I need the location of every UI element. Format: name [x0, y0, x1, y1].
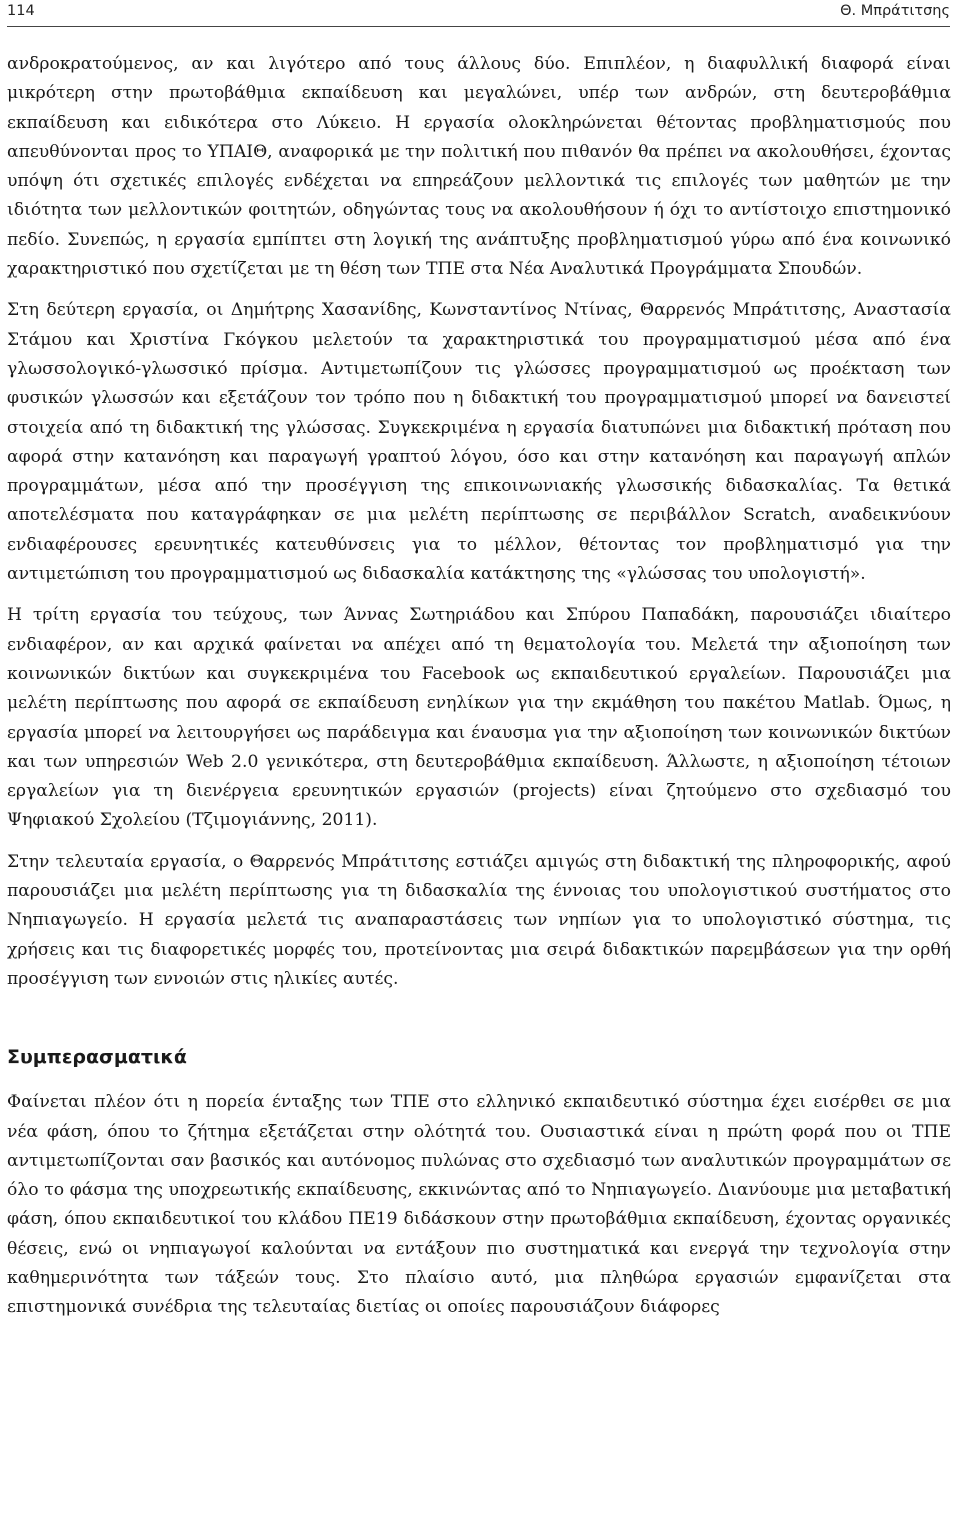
- document-body: [7, 50, 951, 1335]
- paragraph-4: Στην τελευταία εργασία, ο Θαρρενός Μπράτιτσης εστιάζει αμιγώς στη διδακτική της πληροφορικής, αφού παρουσιάζει μια μελέτη περίπτωσης για τη διδασκαλία της έννοιας του υπολογιστικού συστήματος στο Νηπιαγωγείο. Η εργασία μελετά τις αναπαραστάσεις των νηπίων για το υπολογιστικό σύστημα, τις χρήσεις και τις διαφορετικές μορφές του, προτείνοντας μια σειρά διδακτικών παρεμβάσεων για την ορθή προσέγγιση των εννοιών στις ηλικίες αυτές.: [7, 851, 951, 989]
- page-header: [7, 0, 950, 27]
- paragraph-3: Η τρίτη εργασία του τεύχους, των Άννας Σωτηριάδου και Σπύρου Παπαδάκη, παρουσιάζει ιδιαίτερο ενδιαφέρον, αν και αρχικά φαίνεται να απέχει από τη θεματολογία του. Μελετά την αξιοποίηση των κοινωνικών δικτύων και συγκεκριμένα του Facebook ως εκπαιδευτικού εργαλείων. Παρουσιάζει μια μελέτη περίπτωσης που αφορά σε εκπαίδευση ενηλίκων για την εκμάθηση του πακέτου Matlab. Όμως, η εργασία μπορεί να λειτουργήσει ως παράδειγμα και έναυσμα για την αξιοποίηση των κοινωνικών δικτύων και των υπηρεσιών Web 2.0 γενικότερα, στη δευτεροβάθμια εκπαίδευση. Άλλωστε, η αξιοποίηση τέτοιων εργαλείων για τη διενέργεια ερευνητικών εργασιών (projects) είναι ζητούμενο στο σχεδιασμό του Ψηφιακού Σχολείου (Τζιμογιάννης, 2011).: [7, 605, 951, 831]
- section-heading: Συμπερασματικά: [7, 1046, 187, 1069]
- running-head: Θ. Μπράτιτσης: [840, 3, 950, 19]
- section-paragraph: Φαίνεται πλέον ότι η πορεία ένταξης των ΤΠΕ στο ελληνικό εκπαιδευτικό σύστημα έχει εισέρθει σε μια νέα φάση, όπου το ζήτημα εξετάζεται στην ολότητά του. Ουσιαστικά είναι η πρώτη φορά που οι ΤΠΕ αντιμετωπίζονται σαν βασικός και αυτόνομος πυλώνας στο σχεδιασμό των αναλυτικών προγραμμάτων σε όλο το φάσμα της υποχρεωτικής εκπαίδευσης, εκκινώντας από το Νηπιαγωγείο. Διανύουμε μια μεταβατική φάση, όπου εκπαιδευτικοί του κλάδου ΠΕ19 διδάσκουν στην πρωτοβάθμια εκπαίδευση, έχοντας οργανικές θέσεις, ενώ οι νηπιαγωγοί καλούνται να εντάξουν πιο συστηματικά και ενεργά την τεχνολογία στην καθημερινότητα των τάξεών τους. Στο πλαίσιο αυτό, μια πληθώρα εργασιών εμφανίζεται στα επιστημονικά συνέδρια της τελευταίας διετίας οι οποίες παρουσιάζουν διάφορες: [7, 1092, 951, 1318]
- paragraph-2: Στη δεύτερη εργασία, οι Δημήτρης Χασανίδης, Κωνσταντίνος Ντίνας, Θαρρενός Μπράτιτσης, Αναστασία Στάμου και Χριστίνα Γκόγκου μελετούν τα χαρακτηριστικά του προγραμματισμού μέσα από ένα γλωσσολογικό-γλωσσικό πρίσμα. Αντιμετωπίζουν τις γλώσσες προγραμματισμού ως προέκταση των φυσικών γλωσσών και εξετάζουν τον τρόπο που η διδακτική του προγραμματισμού μπορεί να δανειστεί στοιχεία από τη διδακτική της γλώσσας. Συγκεκριμένα η εργασία διατυπώνει μια διδακτική πρόταση που αφορά στην κατανόηση και παραγωγή γραπτού λόγου, όσο και στην κατανόηση και παραγωγή απλών προγραμμάτων, μέσα από την προσέγγιση της επικοινωνιακής γλωσσικής διδασκαλίας. Τα θετικά αποτελέσματα που καταγράφηκαν σε μια μελέτη περίπτωσης σε περιβάλλον Scratch, αναδεικνύουν ενδιαφέρουσες ερευνητικές κατευθύνσεις για το μέλλον, θέτοντας τον προβληματισμό για την αντιμετώπιση του προγραμματισμού ως διδασκαλία κατάκτησης της «γλώσσας του υπολογιστή».: [7, 300, 951, 585]
- paragraph-1: ανδροκρατούμενος, αν και λιγότερο από τους άλλους δύο. Επιπλέον, η διαφυλλική διαφορά είναι μικρότερη στην πρωτοβάθμια εκπαίδευση και μεγαλώνει, υπέρ των ανδρών, στη δευτεροβάθμια εκπαίδευση και ειδικότερα στο Λύκειο. Η εργασία ολοκληρώνεται θέτοντας προβληματισμούς που απευθύνονται προς το ΥΠΑΙΘ, αναφορικά με την πολιτική που πιθανόν θα πρέπει να ακολουθήσει, έχοντας υπόψη ότι σχετικές επιλογές ενδέχεται να επηρεάζουν μελλοντικά τις επιλογές των μαθητών με την ιδιότητα των μελλοντικών φοιτητών, οδηγώντας τους να ακολουθήσουν ή όχι το αντίστοιχο επιστημονικό πεδίο. Συνεπώς, η εργασία εμπίπτει στη λογική της ανάπτυξης προβληματισμού γύρω από ένα κοινωνικό χαρακτηριστικό που σχετίζεται με τη θέση των ΤΠΕ στα Νέα Αναλυτικά Προγράμματα Σπουδών.: [7, 54, 951, 280]
- page-number: 114: [7, 3, 35, 19]
